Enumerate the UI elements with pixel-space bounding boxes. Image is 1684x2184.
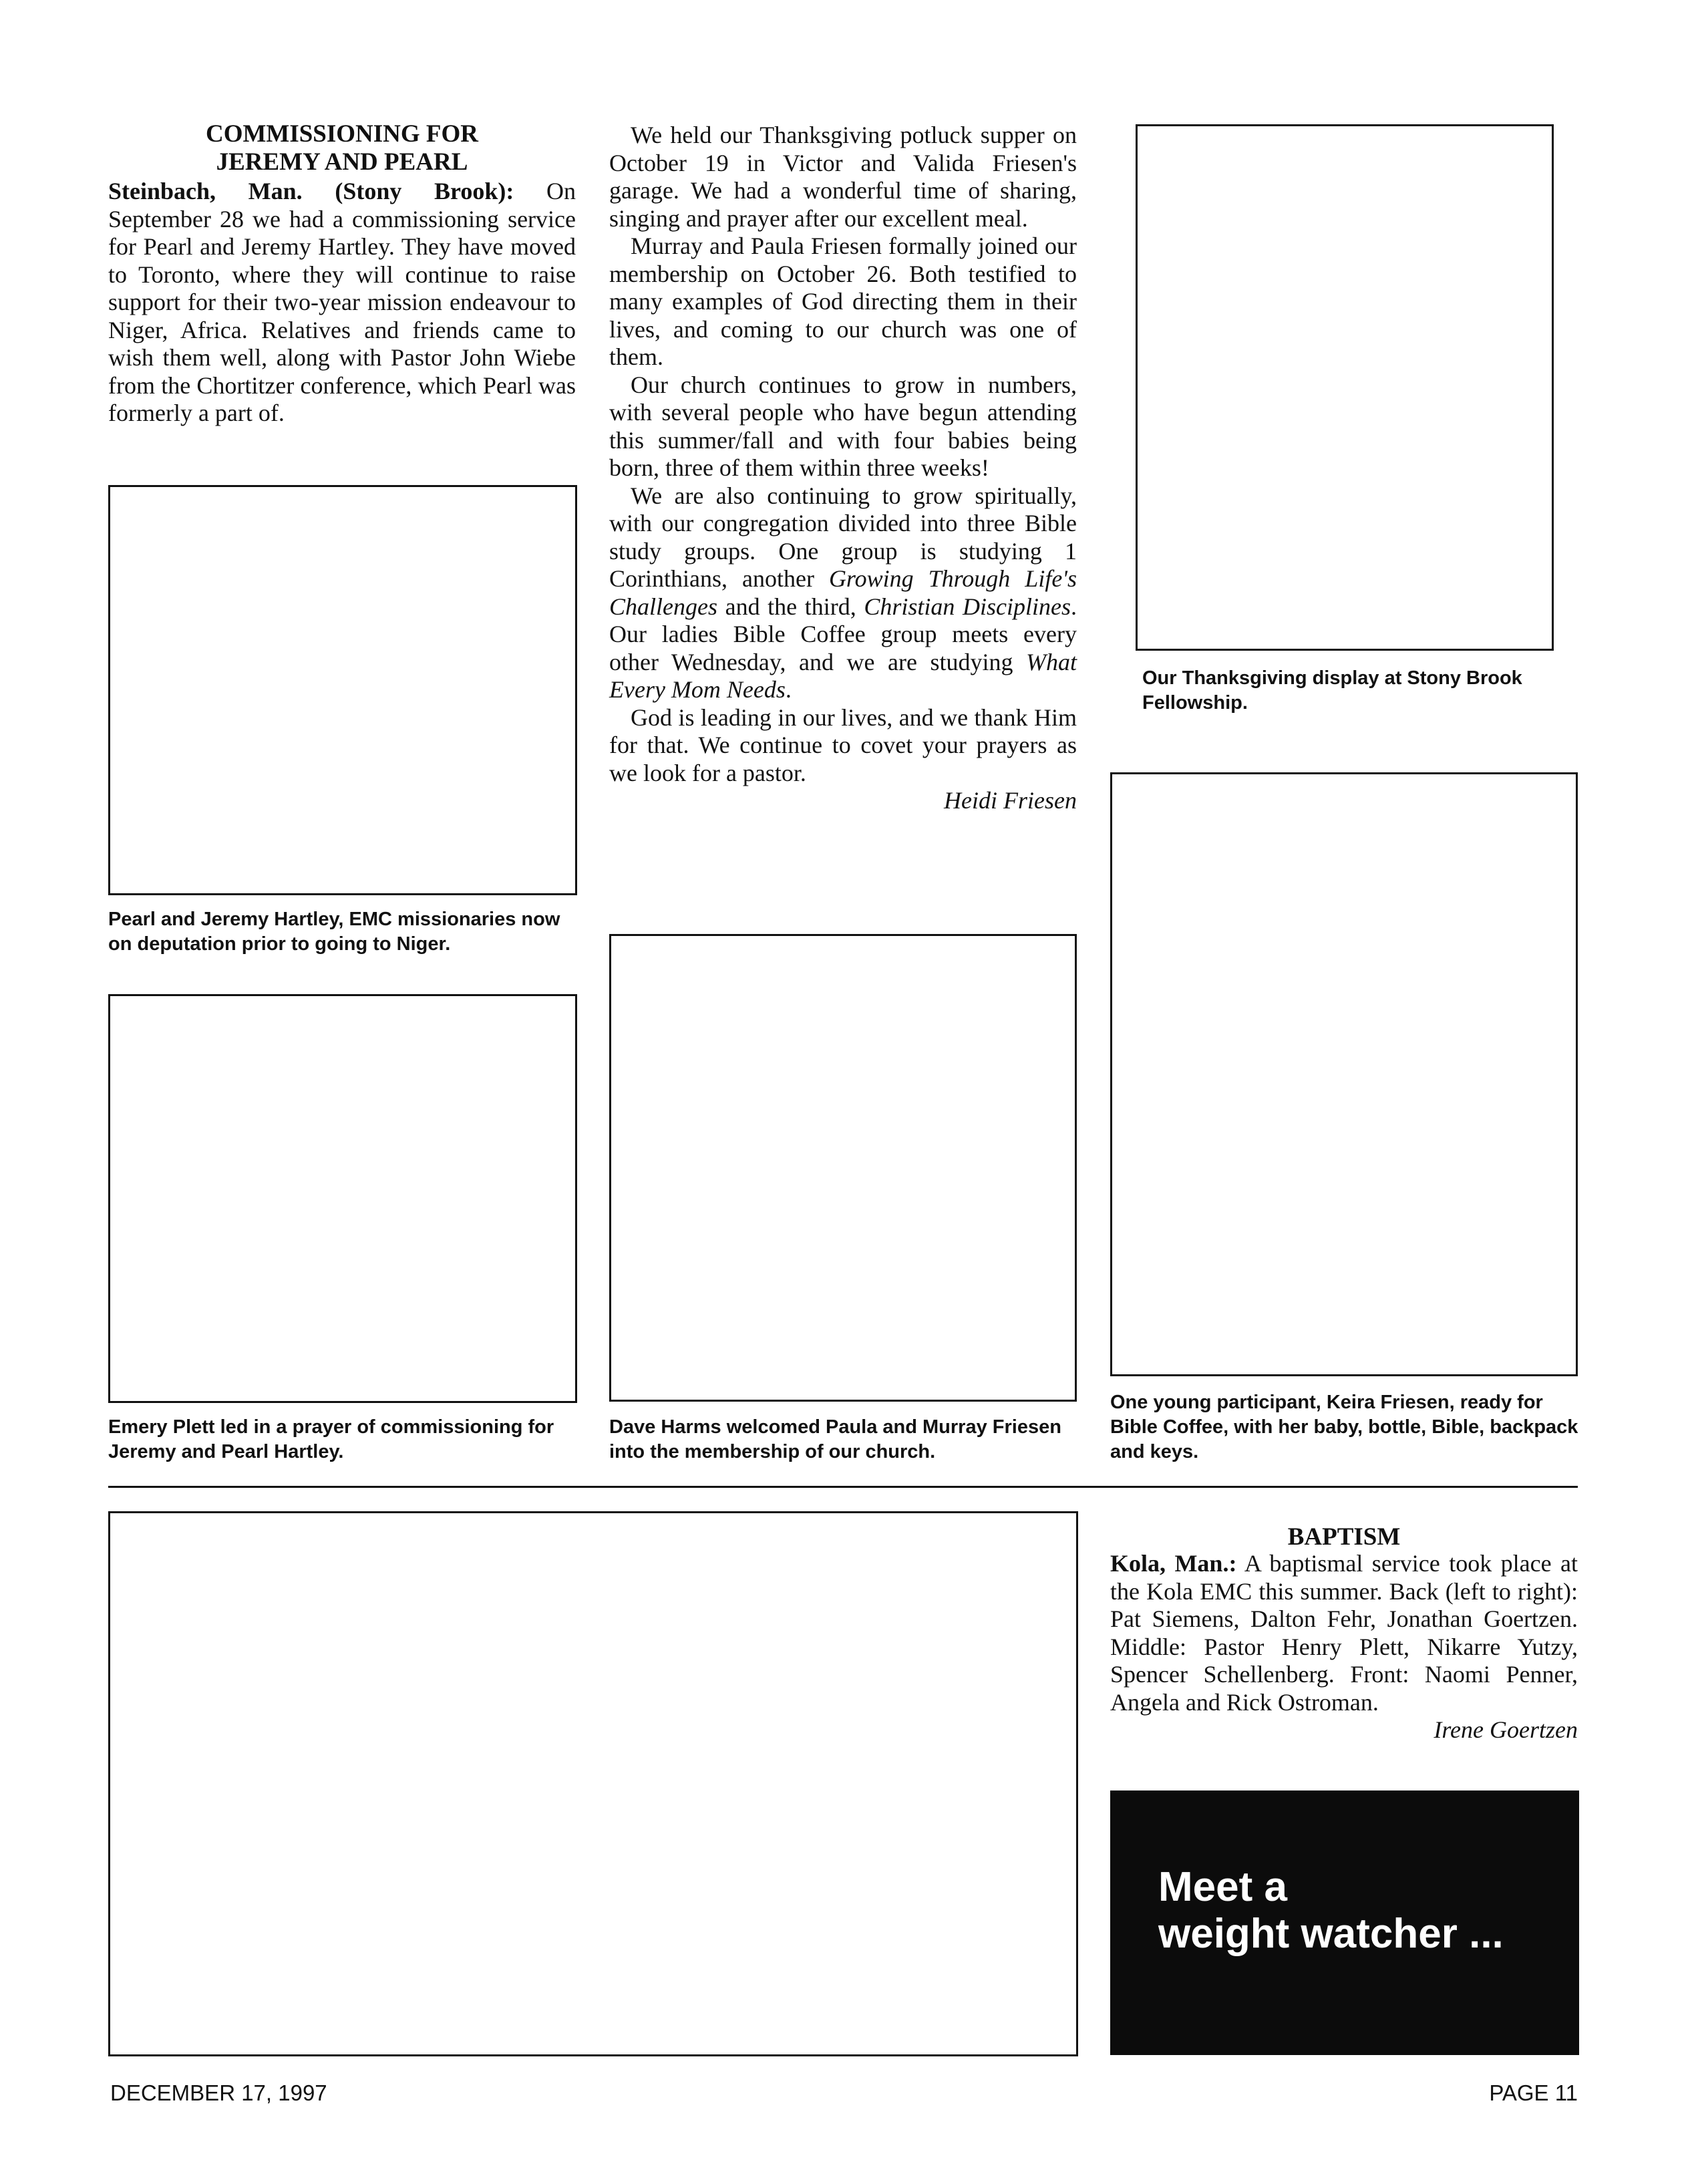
paragraph-3: Our church continues to grow in numbers, with several people who have begun attending this summer/fall and with four babies being born, three of them within three weeks!	[609, 371, 1077, 481]
paragraph-5: God is leading in our lives, and we thank Him for that. We continue to covet your prayers as we look for a pastor.	[609, 704, 1077, 786]
caption-thanksgiving-display: Our Thanksgiving display at Stony Brook Fellowship.	[1142, 667, 1522, 714]
dateline: Kola, Man.:	[1110, 1550, 1237, 1577]
photo-thanksgiving-display	[1136, 124, 1554, 651]
book-title: Christian Disciplines	[864, 593, 1071, 620]
footer-date: DECEMBER 17, 1997	[110, 2080, 327, 2105]
photo-emery-plett	[108, 994, 577, 1403]
caption-dave-harms: Dave Harms welcomed Paula and Murray Friesen into the membership of our church.	[609, 1416, 1061, 1462]
signature-irene: Irene Goertzen	[1434, 1716, 1578, 1743]
article-body-stony-brook	[609, 122, 1077, 815]
article-heading-baptism: BAPTISM	[1287, 1523, 1401, 1551]
article-heading-commissioning	[108, 120, 576, 176]
photo-keira-friesen	[1110, 772, 1578, 1376]
heading-line-1: COMMISSIONING FOR	[205, 120, 479, 148]
photo-pearl-jeremy	[108, 485, 577, 895]
caption-keira-friesen: One young participant, Keira Friesen, ready for Bible Coffee, with her baby, bottle, Bible, backpack and keys.	[1110, 1392, 1578, 1462]
photo-dave-harms	[609, 934, 1077, 1402]
paragraph-1: We held our Thanksgiving potluck supper on October 19 in Victor and Valida Friesen's garage. We had a wonderful time of sharing, singing and prayer after our excellent meal.	[609, 122, 1077, 232]
heading-line-2: JEREMY AND PEARL	[216, 148, 468, 176]
article-body-commissioning	[108, 178, 576, 428]
book-title: What Every Mom Needs	[609, 648, 1077, 703]
caption-emery-plett: Emery Plett led in a prayer of commissioning for Jeremy and Pearl Hartley.	[108, 1416, 554, 1462]
article-text: On September 28 we had a commissioning service for Pearl and Jeremy Hartley. They have moved to Toronto, where they will continue to raise support for their two-year mission endeavour to Niger, Africa. Relatives and friends came to wish them well, along with Pastor John Wiebe from the Chortitzer conference, which Pearl was formerly a part of.	[108, 178, 576, 426]
caption-pearl-jeremy: Pearl and Jeremy Hartley, EMC missionaries now on deputation prior to going to Niger.	[108, 909, 560, 955]
paragraph-2: Murray and Paula Friesen formally joined our membership on October 26. Both testified to many examples of God directing them in their lives, and coming to our church was one of them.	[609, 232, 1077, 370]
signature-heidi: Heidi Friesen	[944, 787, 1077, 814]
dateline: Steinbach, Man. (Stony Brook):	[108, 178, 514, 204]
article-body-baptism	[1110, 1550, 1578, 1744]
ad-line-1: Meet a	[1158, 1864, 1287, 1910]
book-title: Growing Through Life's Challenges	[609, 565, 1077, 620]
section-divider	[108, 1486, 1578, 1488]
footer-page-number: PAGE 11	[1489, 2080, 1578, 2105]
weight-watcher-ad	[1110, 1790, 1579, 2055]
ad-line-2: weight watcher ...	[1158, 1911, 1504, 1957]
paragraph-4: We are also continuing to grow spiritually, with our congregation divided into three Bible study groups. One group is studying 1 Corinthians, another Growing Through Life's Challenges and the third, Christian Disciplines. Our ladies Bible Coffee group meets every other Wednesday, and we are studying What Every Mom Needs.	[609, 482, 1077, 703]
photo-baptism-group	[108, 1511, 1078, 2056]
article-text: A baptismal service took place at the Kola EMC this summer. Back (left to right): Pat Siemens, Dalton Fehr, Jonathan Goertzen. Middle: Pastor Henry Plett, Nikarre Yutzy, Spencer Schellenberg. Front: Naomi Penner, Angela and Rick Ostroman.	[1110, 1550, 1578, 1716]
